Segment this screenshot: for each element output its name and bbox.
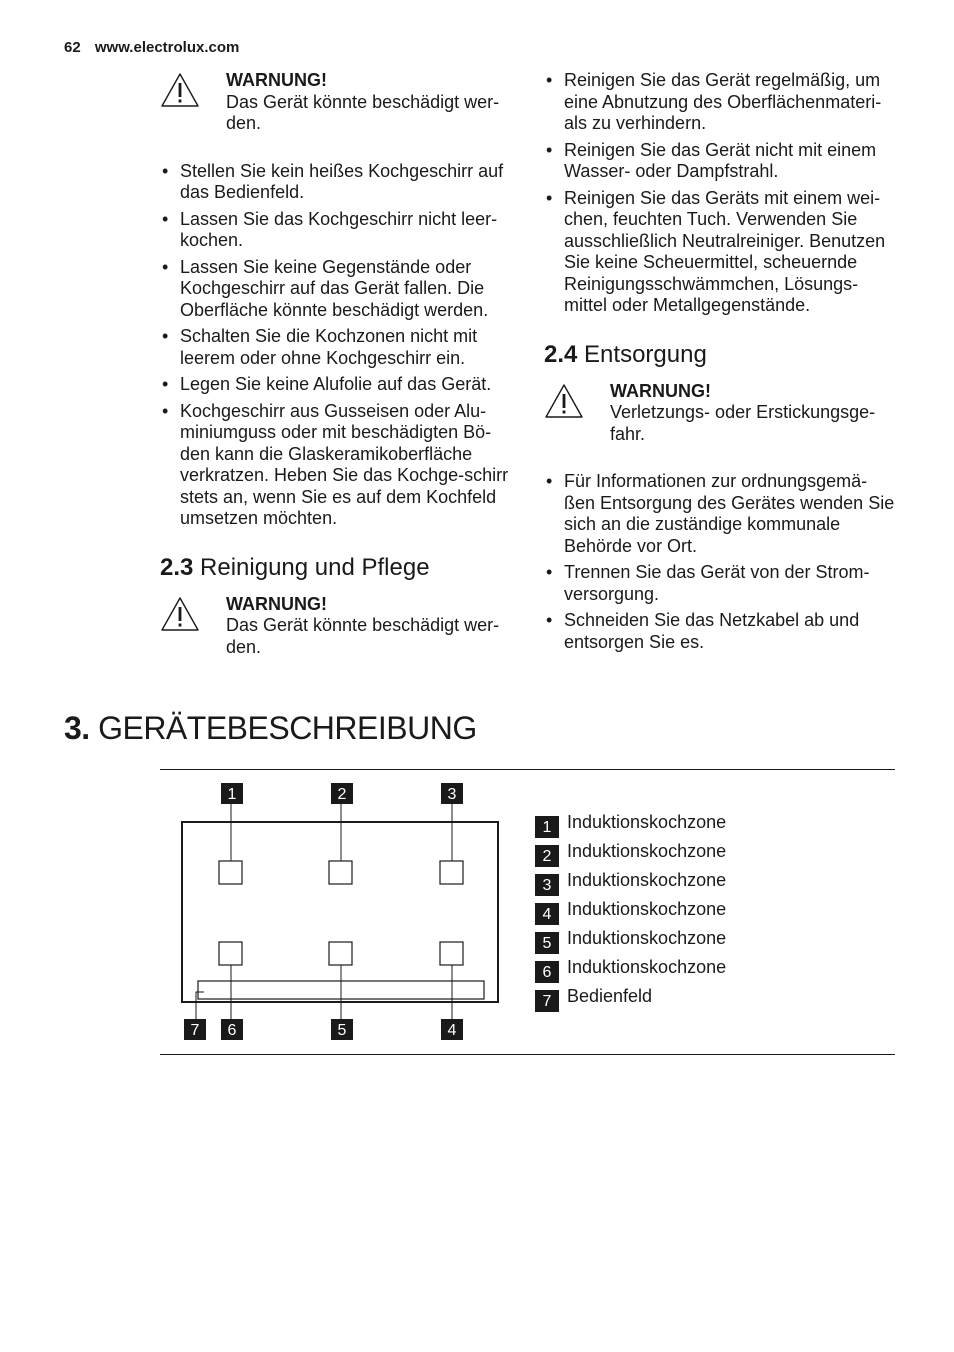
list-item: • Kochgeschirr aus Gusseisen oder Alu-miniumguss oder mit beschädigten Bö-den kann die Glaskeramikoberfläche verkratzen. Heben Sie das Kochge-schirr stets an, wenn Sie es auf dem Kochfeld umsetzen möchten. <box>160 401 520 530</box>
warning-triangle-icon <box>160 596 200 632</box>
list-item: • Reinigen Sie das Gerät regelmäßig, um eine Abnutzung des Oberflächenmateri-als zu verhindern. <box>544 70 896 135</box>
list-item: • Trennen Sie das Gerät von der Strom-versorgung. <box>544 562 896 605</box>
legend-row <box>535 986 726 1015</box>
legend-label: Induktionskochzone <box>567 812 727 832</box>
legend-row <box>535 928 726 957</box>
callout-6: 6 <box>227 1022 237 1039</box>
legend-row <box>535 899 726 928</box>
callout-5: 5 <box>337 1022 347 1039</box>
list-item: • Reinigen Sie das Geräts mit einem wei-chen, feuchten Tuch. Verwenden Sie ausschließlich Neutralreiniger. Benutzen Sie keine Scheuermittel, scheuernde Reinigungsschwämmchen, Lösungs-mittel oder Metallgegenstände. <box>544 188 896 317</box>
bullet-list <box>160 161 520 530</box>
section-number: 2.4 <box>544 340 578 368</box>
chapter-number: 3. <box>64 710 90 746</box>
legend-number: 3 <box>535 874 559 896</box>
page-number: 62 <box>64 39 81 56</box>
legend-row <box>535 957 726 986</box>
legend-label: Induktionskochzone <box>567 841 727 861</box>
warning-block <box>160 70 520 135</box>
warning-title: WARNUNG! <box>226 593 327 614</box>
hob-outline <box>182 822 498 1002</box>
diagram-legend <box>535 812 726 1015</box>
legend-label: Induktionskochzone <box>567 870 727 890</box>
right-column <box>544 70 896 658</box>
legend-number: 7 <box>535 990 559 1012</box>
list-item: • Schneiden Sie das Netzkabel ab und entsorgen Sie es. <box>544 610 896 653</box>
warning-block <box>544 381 896 446</box>
section-heading <box>544 341 896 369</box>
warning-text: Das Gerät könnte beschädigt wer-den. <box>226 615 500 657</box>
chapter-title: GERÄTEBESCHREIBUNG <box>98 710 477 746</box>
warning-triangle-icon <box>160 72 200 108</box>
callout-3: 3 <box>447 786 457 803</box>
legend-number: 1 <box>535 816 559 838</box>
callout-4: 4 <box>447 1022 457 1039</box>
page-header <box>64 39 239 56</box>
list-item: • Lassen Sie keine Gegenstände oder Kochgeschirr auf das Gerät fallen. Die Oberfläche könnte beschädigt werden. <box>160 257 520 322</box>
callout-1: 1 <box>227 786 237 803</box>
cooking-zone-3 <box>440 861 463 884</box>
bullet-list <box>544 471 896 653</box>
list-item: • Reinigen Sie das Gerät nicht mit einem Wasser- oder Dampfstrahl. <box>544 140 896 183</box>
warning-title: WARNUNG! <box>610 380 711 401</box>
legend-row <box>535 841 726 870</box>
warning-text: Verletzungs- oder Erstickungsge-fahr. <box>610 402 876 444</box>
callout-2: 2 <box>337 786 347 803</box>
legend-number: 4 <box>535 903 559 925</box>
cooking-zone-4 <box>440 942 463 965</box>
website: www.electrolux.com <box>94 39 240 56</box>
legend-label: Induktionskochzone <box>567 928 727 948</box>
warning-triangle-icon <box>544 383 584 419</box>
left-column <box>160 70 520 684</box>
cooking-zone-5 <box>329 942 352 965</box>
cooking-zone-6 <box>219 942 242 965</box>
section-title: Reinigung und Pflege <box>200 553 430 581</box>
section-heading <box>160 554 520 582</box>
list-item: • Für Informationen zur ordnungsgemä-ßen Entsorgung des Gerätes wenden Sie sich an die zuständige kommunale Behörde vor Ort. <box>544 471 896 557</box>
warning-block <box>160 594 520 659</box>
list-item: • Schalten Sie die Kochzonen nicht mit leerem oder ohne Kochgeschirr ein. <box>160 326 520 369</box>
legend-number: 6 <box>535 961 559 983</box>
legend-row <box>535 812 726 841</box>
hob-diagram <box>160 770 520 1055</box>
list-item: • Stellen Sie kein heißes Kochgeschirr auf das Bedienfeld. <box>160 161 520 204</box>
warning-title: WARNUNG! <box>226 70 327 90</box>
legend-row <box>535 870 726 899</box>
legend-label: Induktionskochzone <box>567 957 727 977</box>
list-item: • Legen Sie keine Alufolie auf das Gerät. <box>160 374 520 396</box>
cooking-zone-1 <box>219 861 242 884</box>
leader-lines <box>196 804 452 1019</box>
list-item: • Lassen Sie das Kochgeschirr nicht leer-kochen. <box>160 209 520 252</box>
section-number: 2.3 <box>160 553 194 581</box>
chapter-heading <box>64 708 477 748</box>
legend-number: 5 <box>535 932 559 954</box>
bullet-list <box>544 70 896 317</box>
callout-7: 7 <box>190 1022 200 1039</box>
cooking-zone-2 <box>329 861 352 884</box>
legend-label: Bedienfeld <box>567 986 653 1006</box>
legend-number: 2 <box>535 845 559 867</box>
warning-text: Das Gerät könnte beschädigt wer-den. <box>226 91 500 133</box>
legend-label: Induktionskochzone <box>567 899 727 919</box>
section-title: Entsorgung <box>584 340 707 368</box>
